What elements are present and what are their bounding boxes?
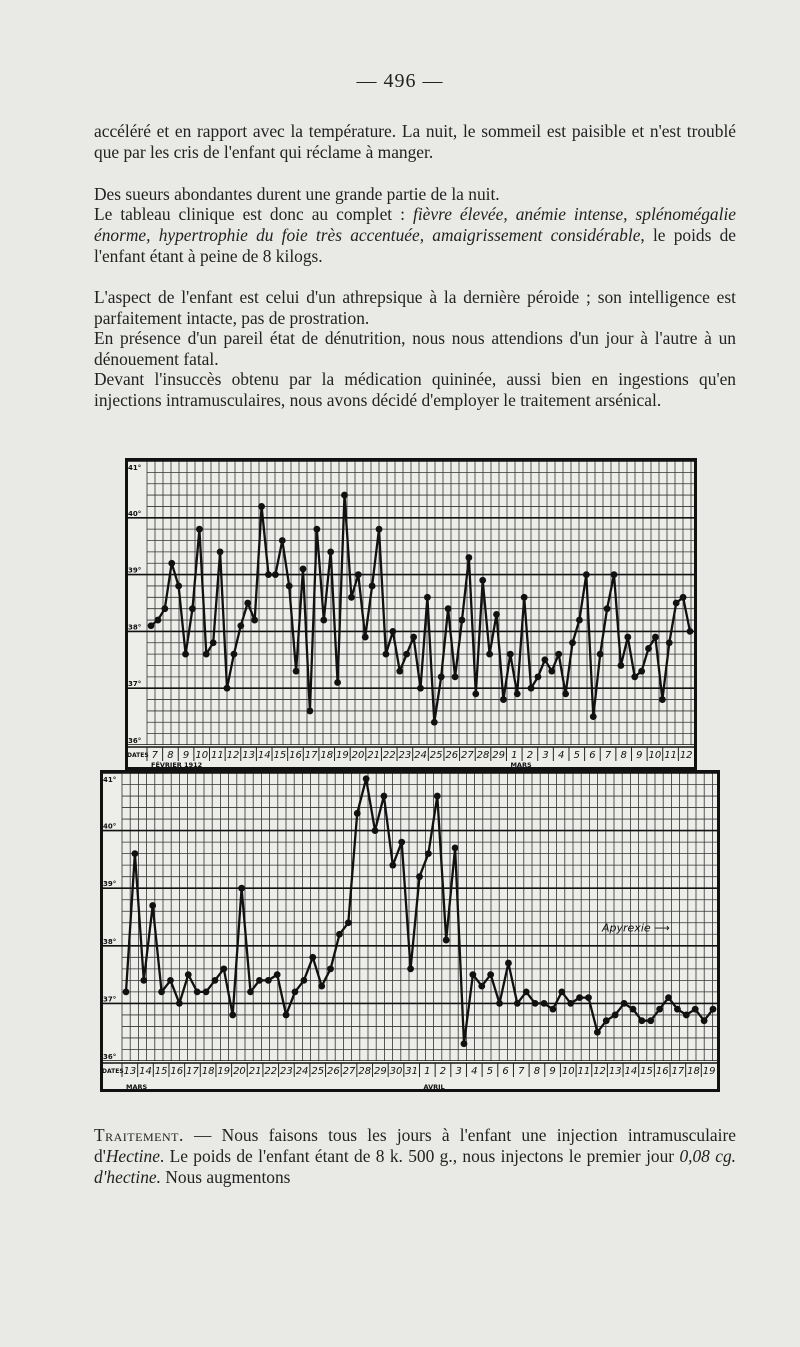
temperature-point <box>300 977 307 984</box>
temperature-point <box>612 1012 619 1019</box>
temperature-point <box>461 1040 468 1047</box>
date-label: 26 <box>445 750 459 761</box>
temperature-point <box>318 983 325 990</box>
temperature-point <box>541 656 548 663</box>
date-label: 16 <box>655 1066 669 1077</box>
temperature-point <box>212 977 219 984</box>
date-label: 25 <box>429 750 443 761</box>
temperature-point <box>617 662 624 669</box>
temperature-point <box>585 994 592 1001</box>
temperature-point <box>175 583 182 590</box>
temperature-point <box>131 850 138 857</box>
date-label: 14 <box>139 1066 152 1077</box>
temperature-point <box>203 988 210 995</box>
date-label: 23 <box>280 1066 293 1077</box>
temperature-point <box>376 526 383 533</box>
date-label: 10 <box>648 750 662 761</box>
date-label: 19 <box>217 1066 231 1077</box>
y-tick-label: 38° <box>103 937 117 946</box>
y-tick-label: 37° <box>128 680 142 689</box>
date-label: 19 <box>335 750 349 761</box>
temperature-point <box>161 605 168 612</box>
temperature-point <box>555 651 562 658</box>
paragraph-3-tail: , le poids de l'enfant étant à peine de 8 kilogs. <box>94 224 736 266</box>
date-label: 9 <box>549 1066 556 1077</box>
date-label: 18 <box>201 1066 215 1077</box>
temperature-point <box>265 977 272 984</box>
temperature-point <box>274 971 281 978</box>
date-label: 7 <box>518 1066 525 1077</box>
y-tick-label: 40° <box>103 822 117 831</box>
month-label: MARS <box>510 761 532 769</box>
temperature-point <box>293 668 300 675</box>
temperature-point <box>590 713 597 720</box>
temperature-point <box>486 651 493 658</box>
temperature-point <box>416 873 423 880</box>
date-label: 18 <box>687 1066 700 1077</box>
date-label: 26 <box>327 1066 340 1077</box>
temperature-point <box>203 651 210 658</box>
temperature-point <box>372 827 379 834</box>
temperature-point <box>445 605 452 612</box>
temperature-point <box>334 679 341 686</box>
date-label: 25 <box>311 1066 325 1077</box>
date-label: 7 <box>604 750 612 761</box>
date-label: 5 <box>573 750 580 761</box>
temperature-point <box>279 537 286 544</box>
y-tick-label: 41° <box>103 776 117 784</box>
date-label: 12 <box>226 750 240 761</box>
temperature-point <box>300 566 307 573</box>
temperature-point <box>237 622 244 629</box>
treatment-text-b: . Le poids de l'enfant étant de 8 k. 500 g., nous injectons le premier jour <box>159 1145 680 1166</box>
date-label: 15 <box>273 750 287 761</box>
temperature-point <box>354 810 361 817</box>
temperature-point <box>496 1000 503 1007</box>
temperature-point <box>630 1006 637 1013</box>
date-label: 1 <box>511 750 518 761</box>
dates-label: DATES <box>127 752 149 759</box>
page-number: — 496 — <box>356 70 444 92</box>
date-label: 11 <box>664 750 677 761</box>
temperature-point <box>383 651 390 658</box>
date-label: 12 <box>593 1066 606 1077</box>
temperature-point <box>396 668 403 675</box>
date-label: 13 <box>608 1066 622 1077</box>
date-label: 8 <box>167 750 174 761</box>
temperature-point <box>576 994 583 1001</box>
temperature-point <box>272 571 279 578</box>
date-band <box>125 745 697 770</box>
temperature-point <box>363 775 370 782</box>
temperature-point <box>500 696 507 703</box>
temperature-point <box>210 639 217 646</box>
temperature-point <box>562 690 569 697</box>
temperature-point <box>283 1012 290 1019</box>
paragraph-6: Devant l'insuccès obtenu par la médication quininée, aussi bien en ingestions qu'en injections intramusculaires, nous avons décidé d'employer le traitement arsénical. <box>94 369 736 410</box>
temperature-point <box>666 639 673 646</box>
temperature-point <box>452 673 459 680</box>
temperature-point <box>659 696 666 703</box>
temperature-point <box>355 571 362 578</box>
temperature-point <box>583 571 590 578</box>
date-label: 14 <box>624 1066 638 1077</box>
date-label: 27 <box>342 1066 356 1077</box>
temperature-point <box>320 617 327 624</box>
month-label: MARS <box>126 1083 148 1091</box>
temperature-point <box>532 1000 539 1007</box>
temperature-point <box>558 988 565 995</box>
date-label: 6 <box>502 1066 509 1077</box>
temperature-point <box>238 885 245 892</box>
temperature-point <box>123 988 130 995</box>
temperature-point <box>465 554 472 561</box>
y-tick-label: 39° <box>103 880 117 889</box>
temperature-chart-february-march <box>125 458 697 770</box>
date-label: 13 <box>242 750 255 761</box>
temperature-point <box>258 503 265 510</box>
temperature-point <box>452 844 459 851</box>
date-label: 2 <box>526 750 534 761</box>
date-label: 22 <box>264 1066 278 1077</box>
date-label: 30 <box>389 1066 403 1077</box>
temperature-point <box>645 645 652 652</box>
date-label: 31 <box>405 1066 419 1077</box>
temperature-point <box>369 583 376 590</box>
paragraph-2: Des sueurs abondantes durent une grande partie de la nuit. <box>94 184 500 204</box>
date-label: 20 <box>351 750 365 761</box>
date-label: 11 <box>577 1066 591 1077</box>
temperature-point <box>220 965 227 972</box>
apyrexie-annotation: Apyrexie ⟶ <box>602 921 670 935</box>
temperature-point <box>438 673 445 680</box>
temperature-point <box>251 617 258 624</box>
temperature-point <box>548 668 555 675</box>
date-label: 7 <box>151 750 159 761</box>
temperature-point <box>434 793 441 800</box>
temperature-point <box>217 548 224 555</box>
y-tick-label: 39° <box>128 566 142 575</box>
paragraph-4: L'aspect de l'enfant est celui d'un athrepsique à la dernière péroide ; son intelligence est parfaitement intacte, pas de prostration. <box>94 287 736 328</box>
date-label: 1 <box>424 1066 431 1077</box>
date-label: 24 <box>295 1066 309 1077</box>
temperature-point <box>182 651 189 658</box>
treatment-text-c: Nous augmentons <box>160 1166 291 1187</box>
date-label: 3 <box>542 750 549 761</box>
month-label: AVRIL <box>423 1083 445 1091</box>
temperature-point <box>443 937 450 944</box>
temperature-point <box>309 954 316 961</box>
temperature-point <box>647 1017 654 1024</box>
date-label: 21 <box>248 1066 262 1077</box>
paragraph-3-lead: Le tableau clinique est donc au complet : <box>94 204 413 224</box>
temperature-point <box>410 634 417 641</box>
temperature-point <box>158 988 165 995</box>
date-label: 19 <box>702 1066 716 1077</box>
temperature-point <box>244 600 251 607</box>
paragraph-3-symptoms: fièvre élevée, anémie intense, splénomégalie énorme, hypertrophie du foie très accentuée, amaigrissement considérable <box>94 204 736 245</box>
temperature-point <box>680 594 687 601</box>
temperature-point <box>514 690 521 697</box>
date-label: 14 <box>257 750 271 761</box>
temperature-point <box>479 577 486 584</box>
temperature-point <box>611 571 618 578</box>
temperature-point <box>327 548 334 555</box>
temperature-point <box>149 902 156 909</box>
date-label: 22 <box>382 750 396 761</box>
date-label: 6 <box>589 750 596 761</box>
temperature-point <box>493 611 500 618</box>
temperature-point <box>550 1006 557 1013</box>
temperature-point <box>541 1000 548 1007</box>
temperature-point <box>155 617 162 624</box>
temperature-point <box>362 634 369 641</box>
date-label: 10 <box>561 1066 575 1077</box>
temperature-point <box>389 628 396 635</box>
temperature-point <box>469 971 476 978</box>
date-label: 20 <box>233 1066 246 1077</box>
temperature-point <box>521 594 528 601</box>
temperature-point <box>567 1000 574 1007</box>
temperature-point <box>652 634 659 641</box>
temperature-point <box>472 690 479 697</box>
paragraph-5: En présence d'un pareil état de dénutrition, nous nous attendions d'un jour à l'autre à un dénouement fatal. <box>94 328 736 369</box>
date-label: 17 <box>671 1066 685 1077</box>
date-label: 10 <box>195 750 209 761</box>
temperature-point <box>710 1006 717 1013</box>
y-tick-label: 37° <box>103 995 117 1004</box>
y-tick-label: 36° <box>128 737 142 745</box>
temperature-point <box>196 526 203 533</box>
temperature-point <box>692 1006 699 1013</box>
temperature-point <box>381 793 388 800</box>
temperature-chart-march-april <box>100 770 720 1092</box>
date-label: 2 <box>439 1066 447 1077</box>
y-tick-label: 38° <box>128 623 142 632</box>
temperature-point <box>569 639 576 646</box>
temperature-point <box>683 1012 690 1019</box>
date-label: 17 <box>304 750 318 761</box>
temperature-point <box>656 1006 663 1013</box>
treatment-dose: 0,08 cg. d'hectine. <box>94 1145 736 1187</box>
temperature-point <box>168 560 175 567</box>
temperature-point <box>523 988 530 995</box>
date-label: 18 <box>320 750 334 761</box>
temperature-point <box>398 839 405 846</box>
temperature-point <box>224 685 231 692</box>
date-label: 4 <box>471 1066 478 1077</box>
temperature-point <box>185 971 192 978</box>
temperature-point <box>514 1000 521 1007</box>
date-label: 29 <box>492 750 506 761</box>
y-tick-label: 36° <box>103 1053 117 1061</box>
temperature-point <box>621 1000 628 1007</box>
temperature-point <box>624 634 631 641</box>
date-label: 9 <box>636 750 643 761</box>
temperature-point <box>307 708 314 715</box>
temperature-point <box>389 862 396 869</box>
date-label: 9 <box>182 750 190 761</box>
temperature-point <box>603 1017 610 1024</box>
temperature-point <box>638 1017 645 1024</box>
treatment-text-a: — Nous faisons tous les jours à l'enfant une injection intramusculaire d' <box>94 1125 736 1166</box>
temperature-point <box>597 651 604 658</box>
temperature-point <box>594 1029 601 1036</box>
temperature-point <box>459 617 466 624</box>
temperature-point <box>687 628 694 635</box>
temperature-point <box>431 719 438 726</box>
temperature-point <box>631 673 638 680</box>
date-label: 13 <box>123 1066 137 1077</box>
date-label: 28 <box>358 1066 372 1077</box>
y-tick-label: 40° <box>128 509 142 518</box>
date-label: 12 <box>679 750 693 761</box>
temperature-point <box>229 1012 236 1019</box>
temperature-point <box>505 960 512 967</box>
temperature-point <box>576 617 583 624</box>
paragraph-1: accéléré et en rapport avec la température. La nuit, le sommeil est paisible et n'est troublé que par les cris de l'enfant qui réclame à manger. <box>94 121 736 162</box>
temperature-point <box>265 571 272 578</box>
temperature-point <box>673 600 680 607</box>
temperature-point <box>407 965 414 972</box>
date-label: 23 <box>398 750 412 761</box>
temperature-point <box>189 605 196 612</box>
date-band <box>100 1061 720 1092</box>
date-label: 4 <box>557 750 565 761</box>
date-label: 3 <box>455 1066 462 1077</box>
temperature-point <box>638 668 645 675</box>
date-label: 8 <box>533 1066 541 1077</box>
temperature-point <box>231 651 238 658</box>
temperature-point <box>478 983 485 990</box>
date-label: 16 <box>170 1066 184 1077</box>
month-label: FÉVRIER 1912 <box>151 761 203 769</box>
temperature-point <box>336 931 343 938</box>
temperature-point <box>140 977 147 984</box>
temperature-point <box>313 526 320 533</box>
temperature-point <box>403 651 410 658</box>
date-label: 16 <box>289 750 302 761</box>
temperature-point <box>535 673 542 680</box>
y-tick-label: 41° <box>128 464 142 472</box>
date-label: 21 <box>367 750 380 761</box>
date-label: 24 <box>414 750 427 761</box>
date-label: 28 <box>476 750 490 761</box>
temperature-point <box>327 965 334 972</box>
date-label: 11 <box>210 750 224 761</box>
date-label: 15 <box>154 1066 168 1077</box>
temperature-point <box>167 977 174 984</box>
temperature-point <box>487 971 494 978</box>
date-label: 5 <box>486 1066 494 1077</box>
temperature-point <box>286 583 293 590</box>
temperature-point <box>424 594 431 601</box>
temperature-point <box>176 1000 183 1007</box>
temperature-point <box>417 685 424 692</box>
temperature-point <box>348 594 355 601</box>
temperature-point <box>247 988 254 995</box>
treatment-drug: Hectine <box>105 1145 160 1166</box>
temperature-point <box>674 1006 681 1013</box>
temperature-point <box>341 492 348 499</box>
paragraph-3 <box>94 204 736 266</box>
date-label: 29 <box>373 1066 387 1077</box>
temperature-point <box>701 1017 708 1024</box>
temperature-point <box>292 988 299 995</box>
temperature-point <box>665 994 672 1001</box>
paragraph-treatment <box>94 1125 736 1187</box>
temperature-point <box>256 977 263 984</box>
temperature-point <box>528 685 535 692</box>
date-label: 17 <box>186 1066 199 1077</box>
temperature-point <box>507 651 514 658</box>
temperature-point <box>345 919 352 926</box>
dates-label: DATES <box>102 1068 124 1075</box>
date-label: 8 <box>620 750 627 761</box>
date-label: 15 <box>640 1066 653 1077</box>
temperature-point <box>604 605 611 612</box>
date-label: 27 <box>461 750 474 761</box>
treatment-heading: Traitement. <box>94 1125 184 1145</box>
temperature-point <box>425 850 432 857</box>
temperature-point <box>148 622 155 629</box>
temperature-point <box>194 988 201 995</box>
